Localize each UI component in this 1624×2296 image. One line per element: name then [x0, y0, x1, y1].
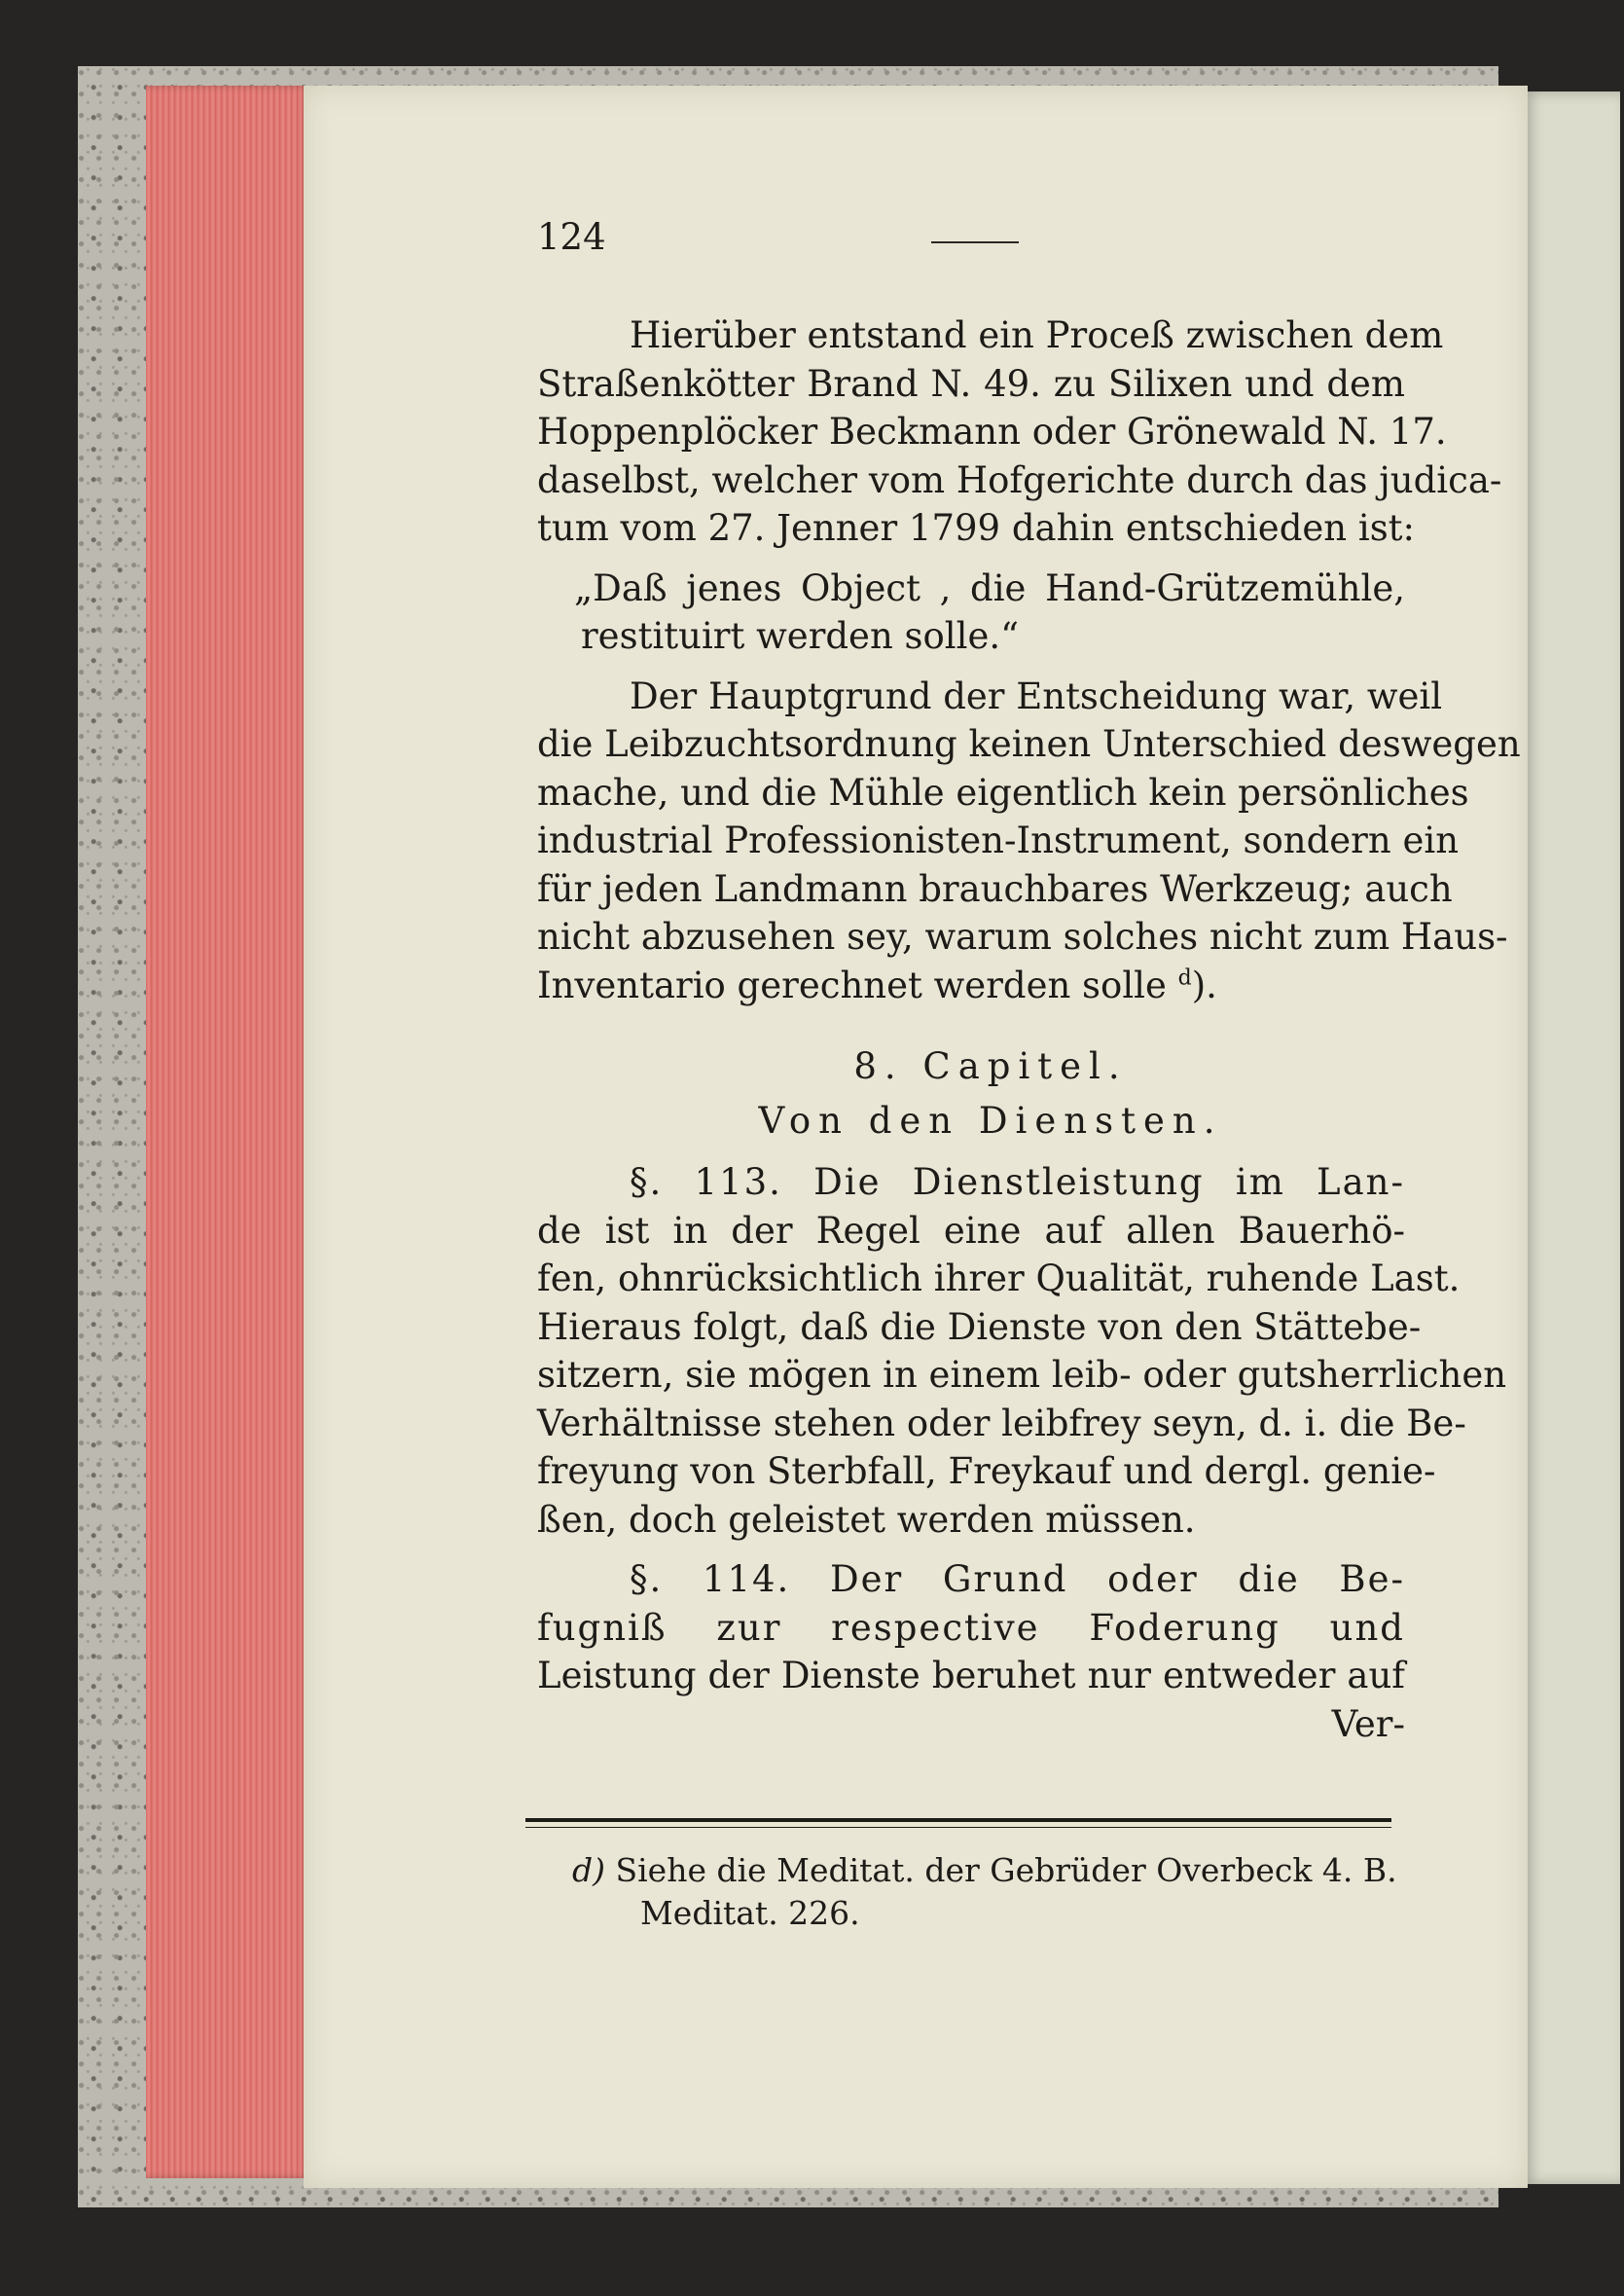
text-line: de ist in der Regel eine auf allen Bauerhö- [537, 1209, 1405, 1252]
section-114 [537, 1555, 1405, 1748]
text-line: Hoppenplöcker Beckmann oder Grönewald N. 17. [537, 411, 1447, 453]
text-line: industrial Professionisten-Instrument, sondern ein [537, 820, 1460, 861]
text-line: §. 114. Der Grund oder die Be- [630, 1558, 1405, 1600]
facing-page [1523, 91, 1620, 2184]
running-header [537, 216, 1405, 265]
text-line: Hieraus folgt, daß die Dienste von den Stättebe- [537, 1305, 1422, 1348]
text-line: ßen, doch geleistet werden müssen. [537, 1498, 1196, 1541]
page-text [537, 311, 1521, 1748]
chapter-number: 8. Capitel. [853, 1045, 1128, 1087]
text-line: daselbst, welcher vom Hofgerichte durch das judica- [537, 458, 1502, 501]
text-line: mache, und die Mühle eigentlich kein persönliches [537, 771, 1469, 814]
text-line: fugniß zur respective Foderung und [537, 1606, 1405, 1649]
closing-punctuation: ). [1191, 964, 1217, 1006]
footnote-text: Siehe die Meditat. der Gebrüder Overbeck 4. B. [615, 1851, 1397, 1889]
page-edges [146, 86, 311, 2178]
text-line: Leistung der Dienste beruhet nur entweder auf [537, 1655, 1405, 1696]
chapter-title [537, 1097, 1405, 1146]
text-line: fen, ohnrücksichtlich ihrer Qualität, ruhende Last. [537, 1257, 1461, 1299]
text-line: die Leibzuchtsordnung keinen Unterschied deswegen [537, 723, 1521, 765]
text-line: restituirt werden solle.“ [581, 615, 1020, 657]
catchword: Ver- [1331, 1702, 1405, 1745]
text-line-content: Inventario gerechnet werden solle [537, 964, 1167, 1006]
text-line: Hierüber entstand ein Proceß zwischen dem [630, 314, 1444, 356]
text-line: für jeden Landmann brauchbares Werkzeug; auch [537, 867, 1453, 910]
text-line: Der Hauptgrund der Entscheidung war, weil [630, 674, 1443, 717]
page-number: 124 [537, 216, 606, 258]
section-113 [537, 1158, 1507, 1544]
header-rule [931, 241, 1019, 243]
paragraph-2 [537, 673, 1521, 1010]
text-line: sitzern, sie mögen in einem leib- oder gutsherrlichen [537, 1354, 1507, 1396]
text-line: „Daß jenes Object , die Hand-Grützemühle, [574, 566, 1405, 609]
chapter-title-text: Von den Diensten. [758, 1099, 1223, 1142]
footnote-line-2: Meditat. 226. [640, 1894, 860, 1932]
chapter-heading [537, 1042, 1405, 1091]
quotation [537, 565, 1405, 661]
footnote-line-1 [572, 1851, 1397, 1889]
text-line: freyung von Sterbfall, Freykauf und dergl. genie- [537, 1450, 1436, 1492]
text-line: §. 113. Die Dienstleistung im Lan- [630, 1161, 1405, 1203]
text-line [537, 962, 1405, 1010]
footnote-rule [525, 1818, 1391, 1828]
footnote-marker: d) [572, 1851, 605, 1889]
footnote [572, 1849, 1409, 1935]
text-line: tum vom 27. Jenner 1799 dahin entschieden ist: [537, 507, 1416, 549]
footnote-reference: d [1177, 966, 1192, 991]
text-line: Straßenkötter Brand N. 49. zu Silixen und dem [537, 362, 1405, 405]
text-line: nicht abzusehen sey, warum solches nicht zum Haus- [537, 916, 1508, 958]
paragraph-1 [537, 311, 1502, 553]
text-line: Verhältnisse stehen oder leibfrey seyn, d. i. die Be- [537, 1402, 1466, 1444]
